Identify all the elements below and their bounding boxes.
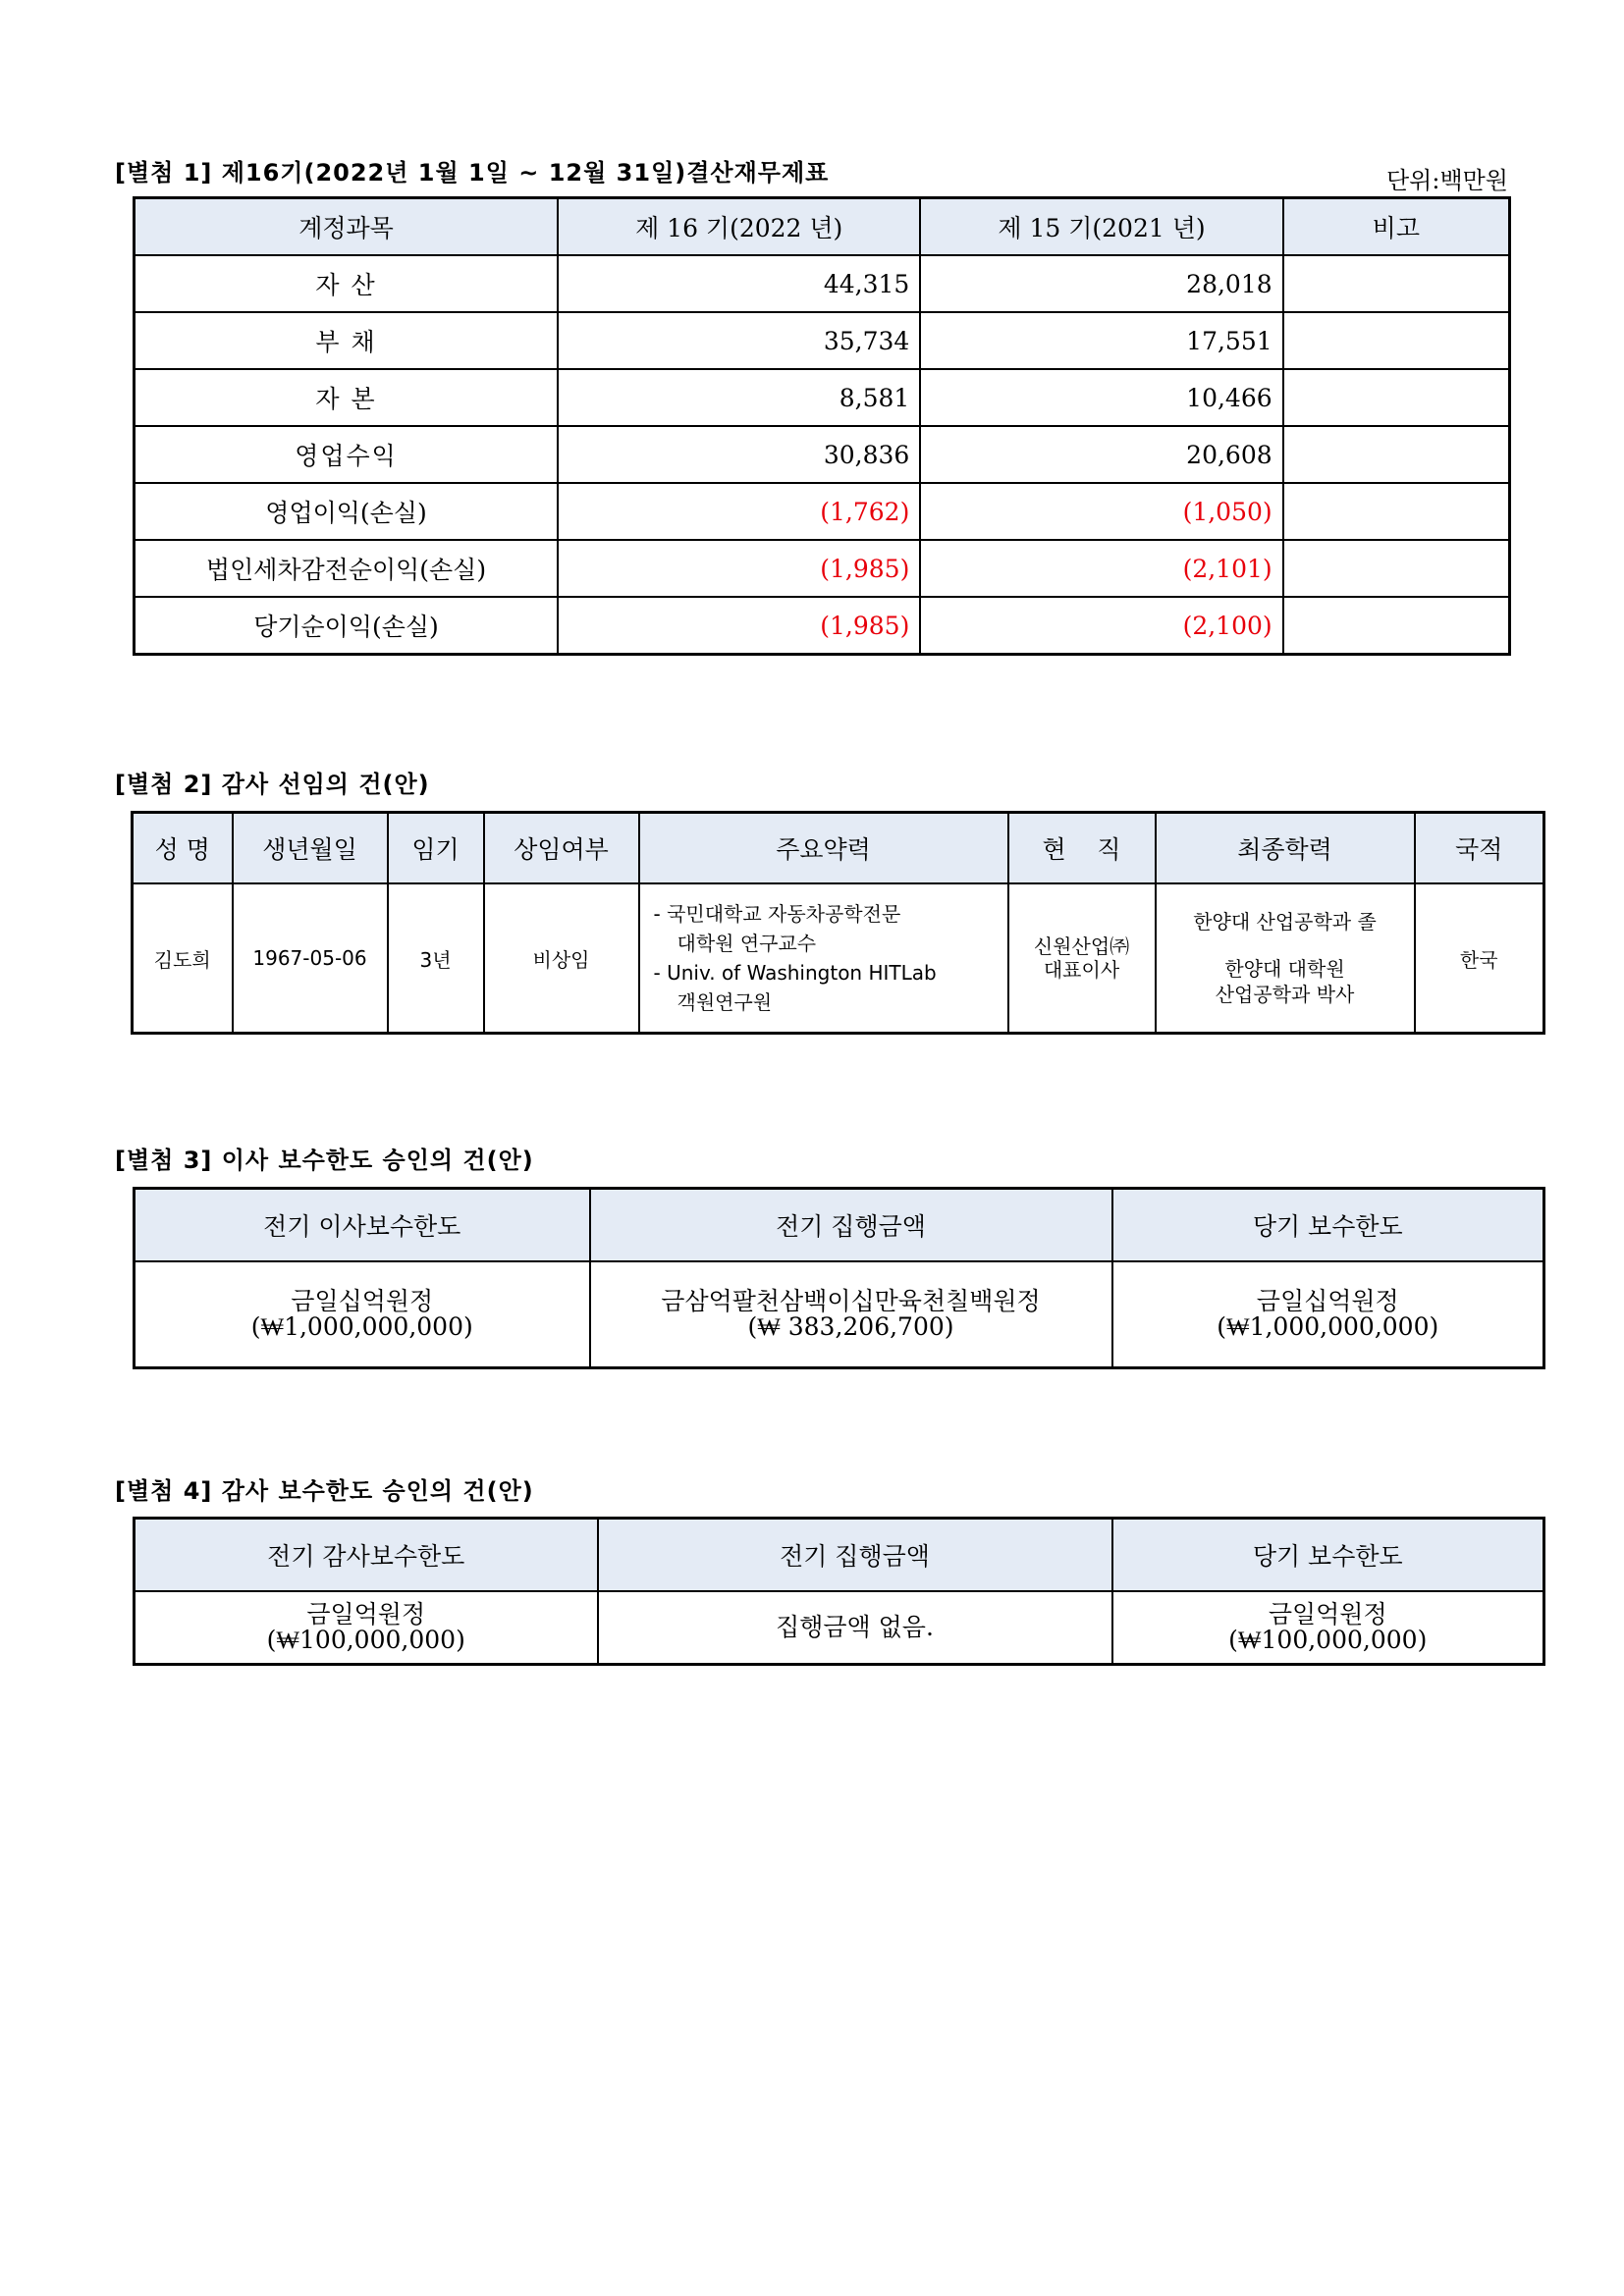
- candidate-birthdate: 1967-05-06: [233, 883, 388, 1034]
- career-line: 객원연구원: [677, 990, 773, 1014]
- fy15-value: 20,608: [920, 426, 1282, 483]
- current-limit-cell: [1112, 1591, 1544, 1665]
- header-current-limit: 당기 보수한도: [1112, 1519, 1544, 1592]
- section-3-title: [별첨 3] 이사 보수한도 승인의 건(안): [115, 1147, 534, 1174]
- candidate-name: 김도희: [133, 883, 233, 1034]
- header-career: 주요약력: [639, 813, 1008, 884]
- amount-number: (₩ 383,206,700): [747, 1312, 954, 1341]
- director-compensation-table: [133, 1187, 1545, 1369]
- table-row: [135, 597, 1510, 655]
- header-name: 성 명: [133, 813, 233, 884]
- header-current-limit: 당기 보수한도: [1112, 1189, 1544, 1262]
- fy16-value: 35,734: [558, 312, 920, 369]
- career-line: 대학원 연구교수: [677, 932, 817, 955]
- auditor-compensation-table: [133, 1517, 1545, 1666]
- header-nationality: 국적: [1415, 813, 1544, 884]
- fy16-value: 8,581: [558, 369, 920, 426]
- table-row: [135, 369, 1510, 426]
- candidate-current-position: [1008, 883, 1156, 1034]
- candidate-career: [639, 883, 1008, 1034]
- remarks-cell: [1283, 255, 1510, 312]
- header-account: 계정과목: [135, 198, 559, 256]
- header-prior-executed: 전기 집행금액: [590, 1189, 1112, 1262]
- table-row: [135, 1591, 1544, 1665]
- table-row: [135, 255, 1510, 312]
- amount-number: (₩100,000,000): [266, 1626, 465, 1654]
- fy15-value: 10,466: [920, 369, 1282, 426]
- candidate-fulltime: 비상임: [484, 883, 639, 1034]
- header-fy15: 제 15 기(2021 년): [920, 198, 1282, 256]
- table-header-row: [135, 1519, 1544, 1592]
- header-fy16: 제 16 기(2022 년): [558, 198, 920, 256]
- header-term: 임기: [388, 813, 484, 884]
- amount-number: (₩1,000,000,000): [1217, 1312, 1439, 1341]
- table-header-row: [133, 813, 1544, 884]
- section-2-title: [별첨 2] 감사 선임의 건(안): [115, 771, 430, 798]
- amount-text: 금일억원정: [1268, 1600, 1387, 1629]
- amount-text: 금삼억팔천삼백이십만육천칠백원정: [661, 1287, 1041, 1315]
- remarks-cell: [1283, 426, 1510, 483]
- remarks-cell: [1283, 483, 1510, 540]
- fy16-value: (1,985): [558, 540, 920, 597]
- section-4-title: [별첨 4] 감사 보수한도 승인의 건(안): [115, 1477, 534, 1505]
- amount-number: (₩100,000,000): [1228, 1626, 1428, 1654]
- table-row: [135, 483, 1510, 540]
- auditor-appointment-table: [131, 811, 1545, 1035]
- fy16-value: (1,762): [558, 483, 920, 540]
- fy15-value: 28,018: [920, 255, 1282, 312]
- candidate-term: 3년: [388, 883, 484, 1034]
- table-row: [135, 312, 1510, 369]
- remarks-cell: [1283, 369, 1510, 426]
- account-label: 법인세차감전순이익(손실): [135, 540, 559, 597]
- education-line: 산업공학과 박사: [1215, 983, 1355, 1006]
- section-1-title: [별첨 1] 제16기(2022년 1월 1일 ~ 12월 31일)결산재무제표: [115, 159, 830, 187]
- table-header-row: [135, 198, 1510, 256]
- amount-text: 금일십억원정: [291, 1287, 434, 1315]
- prior-executed-cell: [598, 1591, 1112, 1665]
- fy16-value: (1,985): [558, 597, 920, 655]
- education-line: [1166, 934, 1404, 956]
- account-label: 당기순이익(손실): [135, 597, 559, 655]
- header-prior-executed: 전기 집행금액: [598, 1519, 1112, 1592]
- header-current-position: 현 직: [1008, 813, 1156, 884]
- amount-number: (₩1,000,000,000): [250, 1312, 473, 1341]
- fy16-value: 30,836: [558, 426, 920, 483]
- table-row: [135, 1261, 1544, 1368]
- header-fulltime: 상임여부: [484, 813, 639, 884]
- table-header-row: [135, 1189, 1544, 1262]
- table-row: [133, 883, 1544, 1034]
- amount-text: 금일억원정: [306, 1600, 426, 1629]
- current-line: 대표이사: [1043, 958, 1120, 982]
- candidate-education: [1156, 883, 1415, 1034]
- account-label: 영업수익: [135, 426, 559, 483]
- header-birthdate: 생년월일: [233, 813, 388, 884]
- amount-text: 집행금액 없음.: [776, 1613, 934, 1641]
- career-line: - Univ. of Washington HITLab: [653, 961, 937, 985]
- header-remarks: 비고: [1283, 198, 1510, 256]
- header-prior-limit: 전기 감사보수한도: [135, 1519, 598, 1592]
- unit-label: 단위:백만원: [1385, 167, 1508, 194]
- fy15-value: (2,101): [920, 540, 1282, 597]
- prior-limit-cell: [135, 1261, 590, 1368]
- account-label: 부 채: [135, 312, 559, 369]
- header-prior-limit: 전기 이사보수한도: [135, 1189, 590, 1262]
- current-limit-cell: [1112, 1261, 1544, 1368]
- fy15-value: (2,100): [920, 597, 1282, 655]
- account-label: 자 본: [135, 369, 559, 426]
- financial-statement-table: [133, 196, 1511, 656]
- education-line: 한양대 대학원: [1224, 957, 1345, 981]
- candidate-nationality: 한국: [1415, 883, 1544, 1034]
- amount-text: 금일십억원정: [1256, 1287, 1399, 1315]
- fy16-value: 44,315: [558, 255, 920, 312]
- fy15-value: 17,551: [920, 312, 1282, 369]
- header-education: 최종학력: [1156, 813, 1415, 884]
- education-line: 한양대 산업공학과 졸: [1193, 910, 1377, 934]
- account-label: 자 산: [135, 255, 559, 312]
- prior-executed-cell: [590, 1261, 1112, 1368]
- remarks-cell: [1283, 312, 1510, 369]
- fy15-value: (1,050): [920, 483, 1282, 540]
- table-row: [135, 426, 1510, 483]
- current-line: 신원산업㈜: [1033, 934, 1130, 958]
- remarks-cell: [1283, 540, 1510, 597]
- account-label: 영업이익(손실): [135, 483, 559, 540]
- prior-limit-cell: [135, 1591, 598, 1665]
- table-row: [135, 540, 1510, 597]
- remarks-cell: [1283, 597, 1510, 655]
- career-line: - 국민대학교 자동차공학전문: [653, 902, 901, 926]
